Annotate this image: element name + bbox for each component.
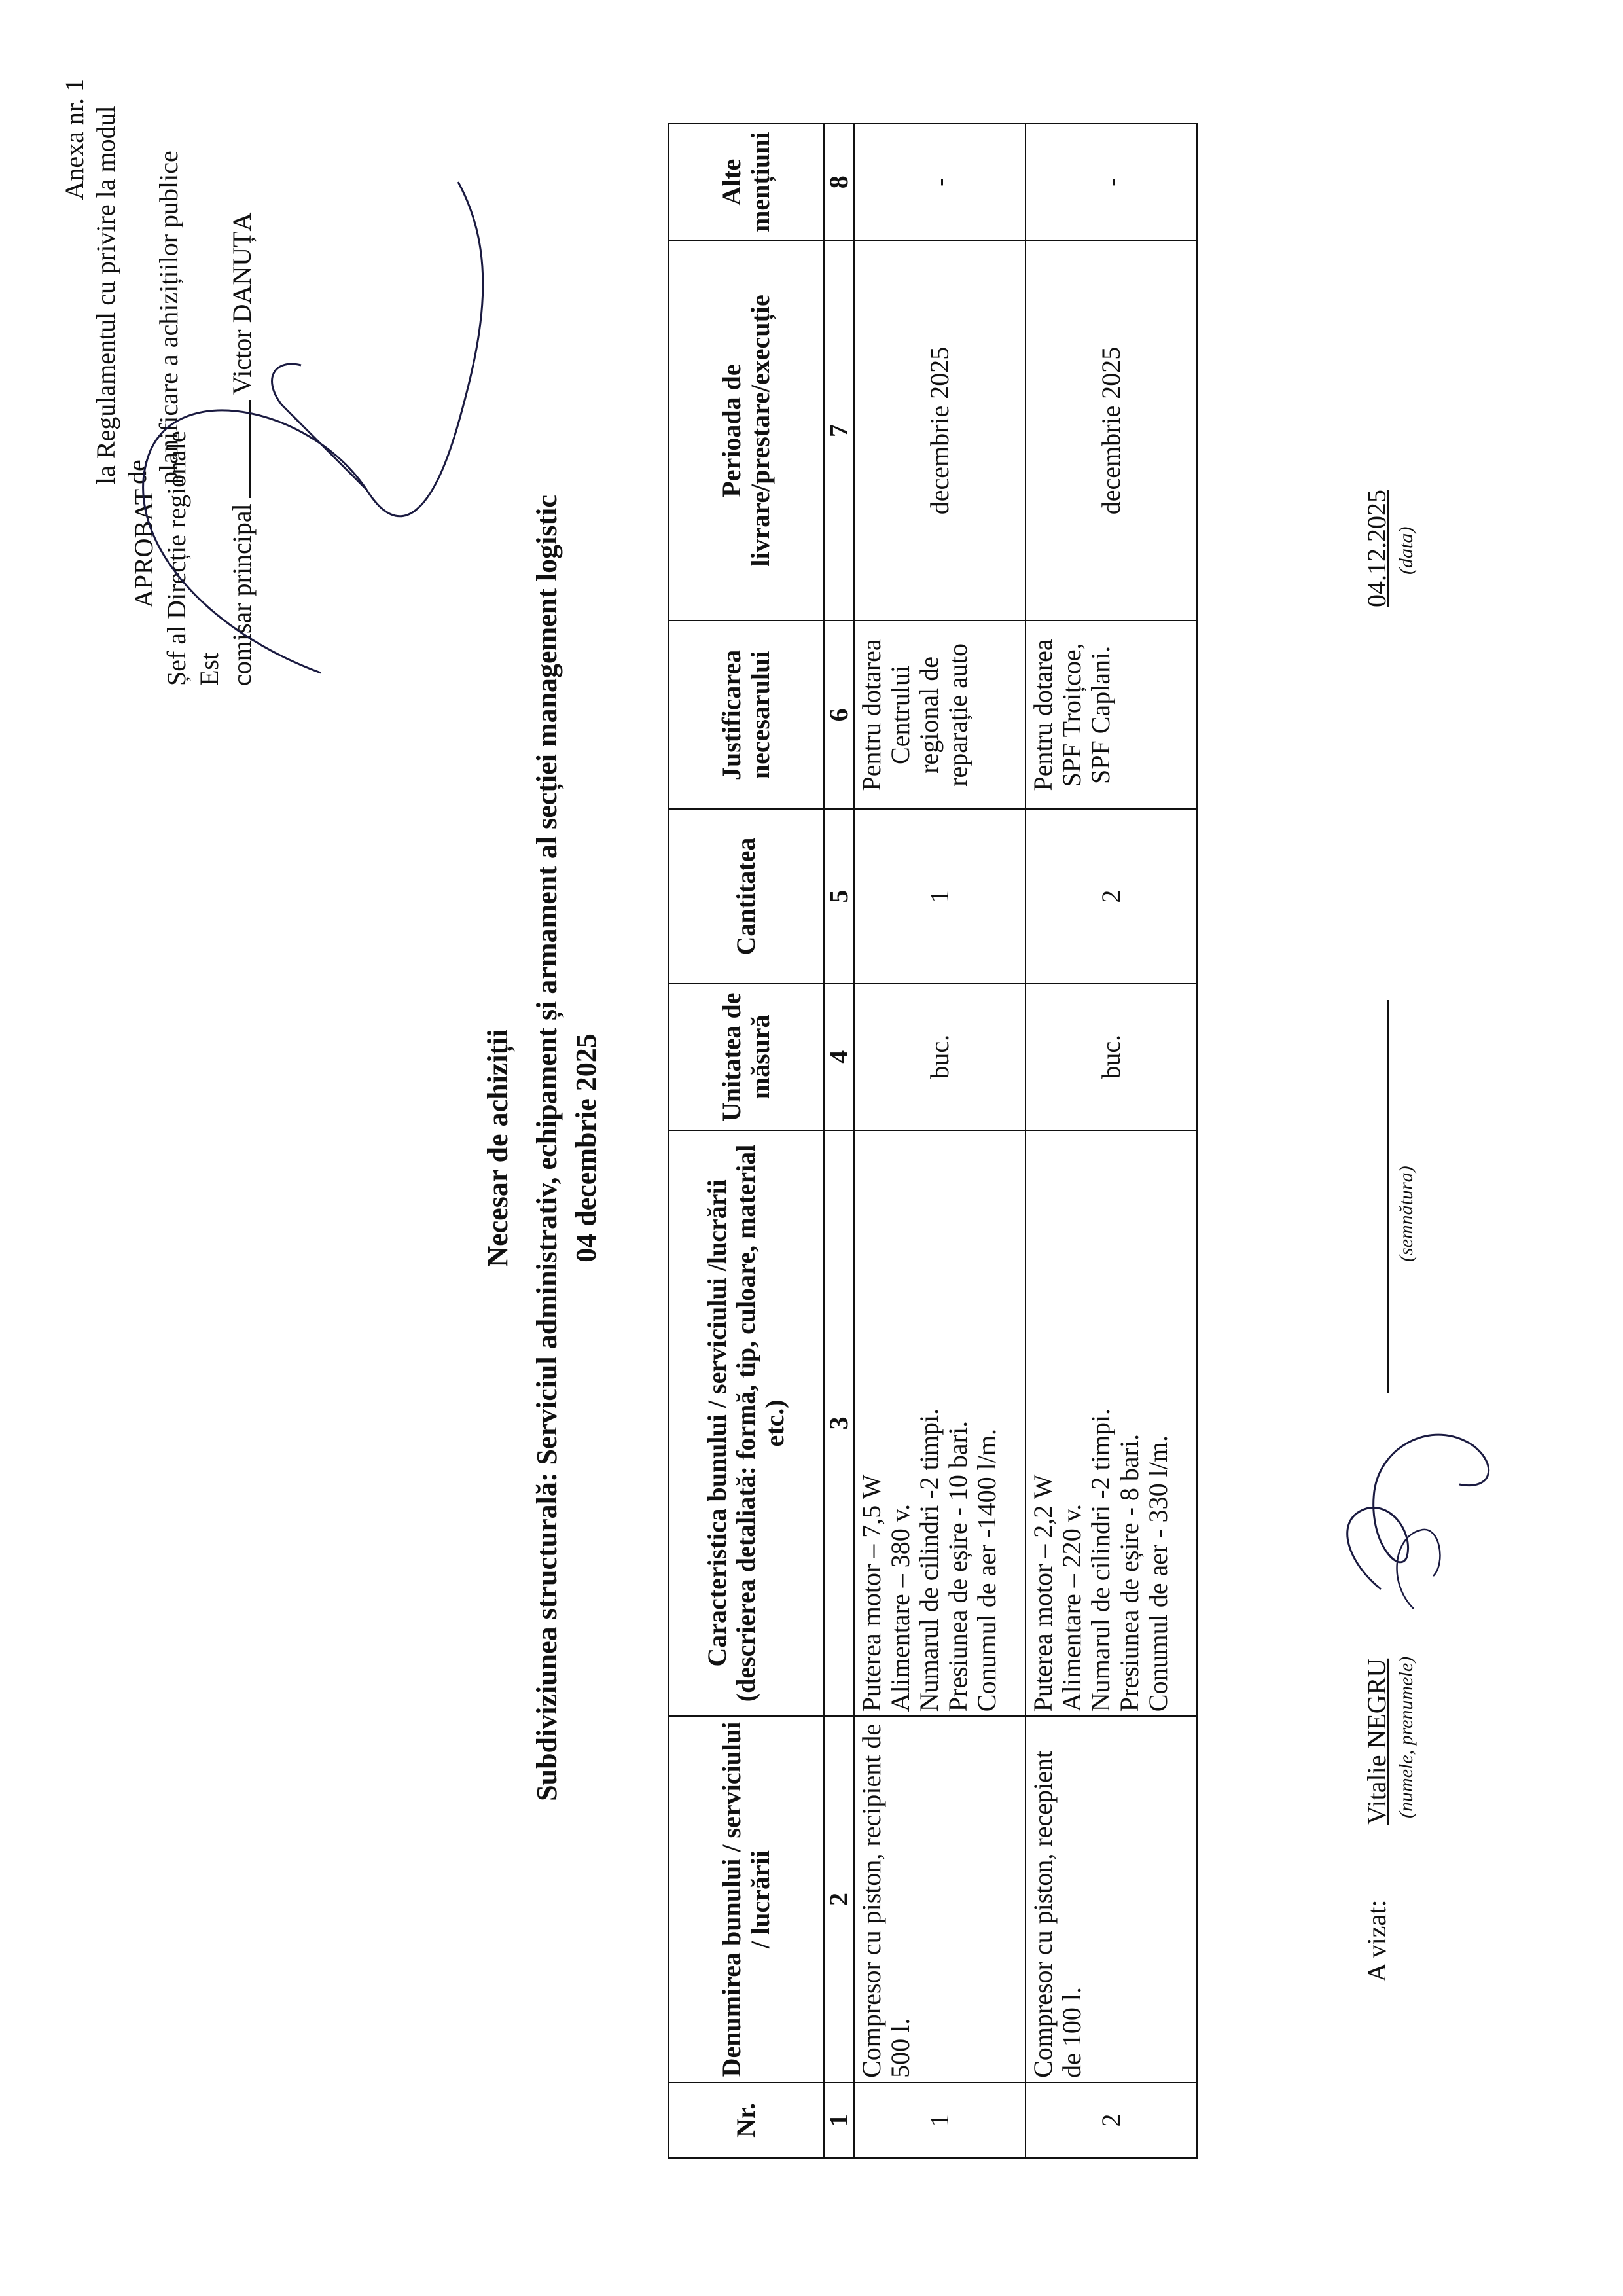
table-row — [854, 124, 1026, 2158]
col-number: 2 — [824, 1716, 854, 2083]
visa-date-caption: (data) — [1395, 526, 1417, 575]
col-number: 5 — [824, 809, 854, 984]
col-number: 8 — [824, 124, 854, 240]
visa-signature-caption: (semnătura) — [1395, 1166, 1417, 1262]
row-characteristics — [854, 1130, 1026, 1717]
annex-planning: planificare a achizițiilor publice — [154, 151, 183, 484]
approval-label: APROBAT — [129, 488, 158, 609]
procurement-table — [668, 123, 1198, 2159]
table-row — [1026, 124, 1197, 2158]
header-characteristics: Caracteristica bunului / serviciului /lucrării (descrierea detaliată: formă, tip, culoare, material etc.) — [668, 1130, 824, 1717]
row-justification: Pentru dotarea Centrului regional de reparație auto — [854, 620, 1026, 809]
visa-name-caption: (numele, prenumele) — [1395, 1656, 1417, 1818]
char-line: Alimentare – 220 v. — [1057, 1503, 1086, 1712]
row-nr: 1 — [854, 2083, 1026, 2158]
row-justification: Pentru dotarea SPF Troițcoe, SPF Caplani. — [1026, 620, 1197, 809]
col-number: 7 — [824, 240, 854, 620]
header-period: Perioada de livrare/prestare/execuție — [668, 240, 824, 620]
row-period: decembrie 2025 — [854, 240, 1026, 620]
header-justification: Justificarea necesarului — [668, 620, 824, 809]
approval-role: Șef al Direcție regionale Est — [162, 431, 224, 686]
row-quantity: 2 — [1026, 809, 1197, 984]
char-line: Presiunea de eșire - 8 bari. — [1115, 1433, 1144, 1712]
row-other: - — [854, 124, 1026, 240]
visa-signature-line — [1387, 1000, 1389, 1393]
header-quantity: Cantitatea — [668, 809, 824, 984]
row-item-name: Compresor cu piston, recipient de 500 l. — [854, 1716, 1026, 2083]
char-line: Presiunea de eșire - 10 bari. — [943, 1420, 972, 1712]
approval-block — [128, 84, 259, 686]
header-unit: Unitatea de măsură — [668, 984, 824, 1130]
approval-signature-stroke — [272, 364, 366, 490]
char-line: Conumul de aer -1400 l/m. — [972, 1429, 1001, 1712]
char-line: Puterea motor – 2,2 W — [1028, 1474, 1058, 1712]
col-number: 4 — [824, 984, 854, 1130]
char-line: Puterea motor – 7,5 W — [857, 1474, 886, 1712]
approval-name: Victor DANUȚA — [227, 212, 257, 395]
row-item-name: Compresor cu piston, recepient de 100 l. — [1026, 1716, 1197, 2083]
visa-label: A vizat: — [1362, 1899, 1391, 1982]
header-other: Alte mențiuni — [668, 124, 824, 240]
header-name: Denumirea bunului / serviciului / lucrării — [668, 1716, 824, 2083]
document-date: 04 decembrie 2025 — [570, 1033, 602, 1263]
document-title: Necesar de achiziții — [482, 1029, 514, 1267]
annex-regulation: la Regulamentul cu privire la modul de — [91, 105, 152, 484]
visa-name: Vitalie NEGRU — [1362, 1658, 1391, 1825]
row-quantity: 1 — [854, 809, 1026, 984]
annex-number: Anexa nr. 1 — [60, 79, 89, 200]
row-unit: buc. — [1026, 984, 1197, 1130]
row-characteristics — [1026, 1130, 1197, 1717]
char-line: Numarul de cilindri -2 timpi. — [914, 1408, 944, 1712]
char-line: Alimentare – 380 v. — [885, 1503, 915, 1712]
row-unit: buc. — [854, 984, 1026, 1130]
col-number: 1 — [824, 2083, 854, 2158]
row-other: - — [1026, 124, 1197, 240]
char-line: Numarul de cilindri -2 timpi. — [1086, 1408, 1115, 1712]
table-number-row — [824, 124, 854, 2158]
subdivision-title: Subdiviziunea structurală: Serviciul administrativ, echipament și armament al secției management logistic — [531, 495, 563, 1801]
approval-rank: comisar principal — [227, 503, 257, 686]
table-header-row — [668, 124, 824, 2158]
col-number: 3 — [824, 1130, 854, 1717]
approval-line — [231, 400, 251, 498]
visa-signature-loop — [1397, 1530, 1440, 1609]
char-line: Conumul de aer - 330 l/m. — [1143, 1435, 1173, 1712]
col-number: 6 — [824, 620, 854, 809]
row-nr: 2 — [1026, 2083, 1197, 2158]
visa-signature — [1347, 1435, 1489, 1589]
header-nr: Nr. — [668, 2083, 824, 2158]
visa-date: 04.12.2025 — [1362, 490, 1391, 607]
approval-signature-line — [226, 84, 259, 686]
row-period: decembrie 2025 — [1026, 240, 1197, 620]
